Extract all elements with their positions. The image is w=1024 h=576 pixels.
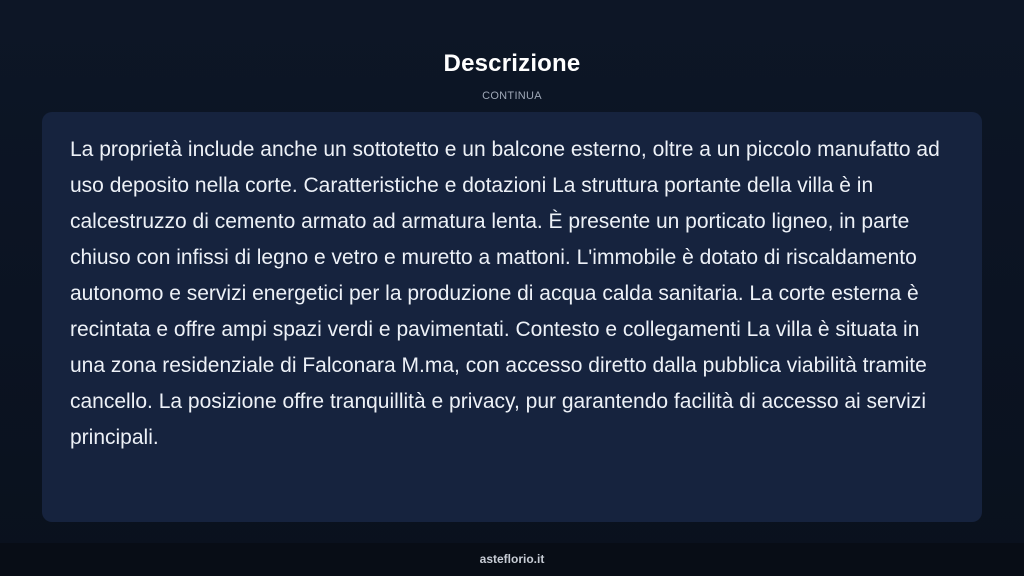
page-subtitle: CONTINUA [482, 90, 542, 102]
footer-site-label: asteflorio.it [479, 552, 545, 566]
page-title: Descrizione [443, 50, 581, 77]
description-text: La proprietà include anche un sottotetto e un balcone esterno, oltre a un piccolo manufatto ad uso deposito nella corte. Caratteristiche e dotazioni La struttura portante della villa è in calcestruzzo di cemento armato ad armatura lenta. È presente un porticato ligneo, in parte chiuso con infissi di legno e vetro e muretto a mattoni. L'immobile è dotato di riscaldamento autonomo e servizi energetici per la produzione di acqua calda sanitaria. La corte esterna è recintata e offre ampi spazi verdi e pavimentati. Contesto e collegamenti La villa è situata in una zona residenziale di Falconara M.ma, con accesso diretto dalla pubblica viabilità tramite cancello. La posizione offre tranquillità e privacy, pur garantendo facilità di accesso ai servizi principali. [70, 138, 940, 449]
footer-bar [0, 543, 1024, 576]
description-card [42, 112, 982, 522]
